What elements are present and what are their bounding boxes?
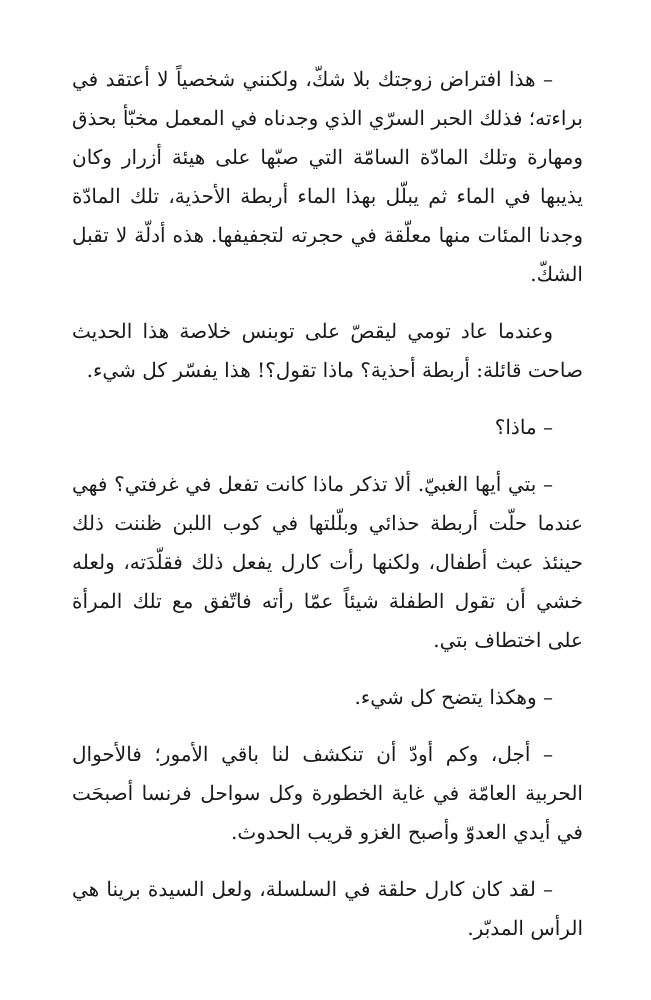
paragraph-5: – وهكذا يتضح كل شيء. [354,685,553,709]
paragraph-3: – ماذا؟ [494,415,553,439]
paragraph-6: – أجل، وكم أودّ أن تنكشف لنا باقي الأمور؛ فالأحوال الحربية العامّة في غاية الخطورة وكل سواحل فرنسا أصبحَت في أيدي العدوّ وأصبح الغزو قريب الحدوث. [72,742,583,844]
paragraph-2: وعندما عاد تومي ليقصّ على توبنس خلاصة هذا الحديث صاحت قائلة: أربطة أحذية؟ ماذا تقول؟! هذا يفسّر كل شيء. [72,319,583,382]
paragraph-4: – بتي أيها الغبيّ. ألا تذكر ماذا كانت تفعل في غرفتي؟ فهي عندما حلّت أربطة حذائي وبلّلتها في كوب اللبن ظننت ذلك حينئذ عبث أطفال، ولكنها رأت كارل يفعل ذلك فقلّدَته، ولعله خشي أن تقول الطفلة شيئاً عمّا رأته فاتّفق مع تلك المرأة على اختطاف بتي. [72,472,583,652]
paragraph-7: – لقد كان كارل حلقة في السلسلة، ولعل السيدة برينا هي الرأس المدبّر. [72,877,583,940]
paragraph-1: – هذا افتراض زوجتك بلا شكّ، ولكنني شخصياً لا أعتقد في براءته؛ فذلك الحبر السرّي الذي وجدناه في المعمل مخبّأ بحذق ومهارة وتلك المادّة السامّة التي صبّها على هيئة أزرار وكان يذيبها في الماء ثم يبلّل بهذا الماء أربطة الأحذية، تلك المادّة وجدنا المئات منها معلّقة في حجرته لتجفيفها. هذه أدلّة لا تقبل الشكّ. [72,67,583,286]
